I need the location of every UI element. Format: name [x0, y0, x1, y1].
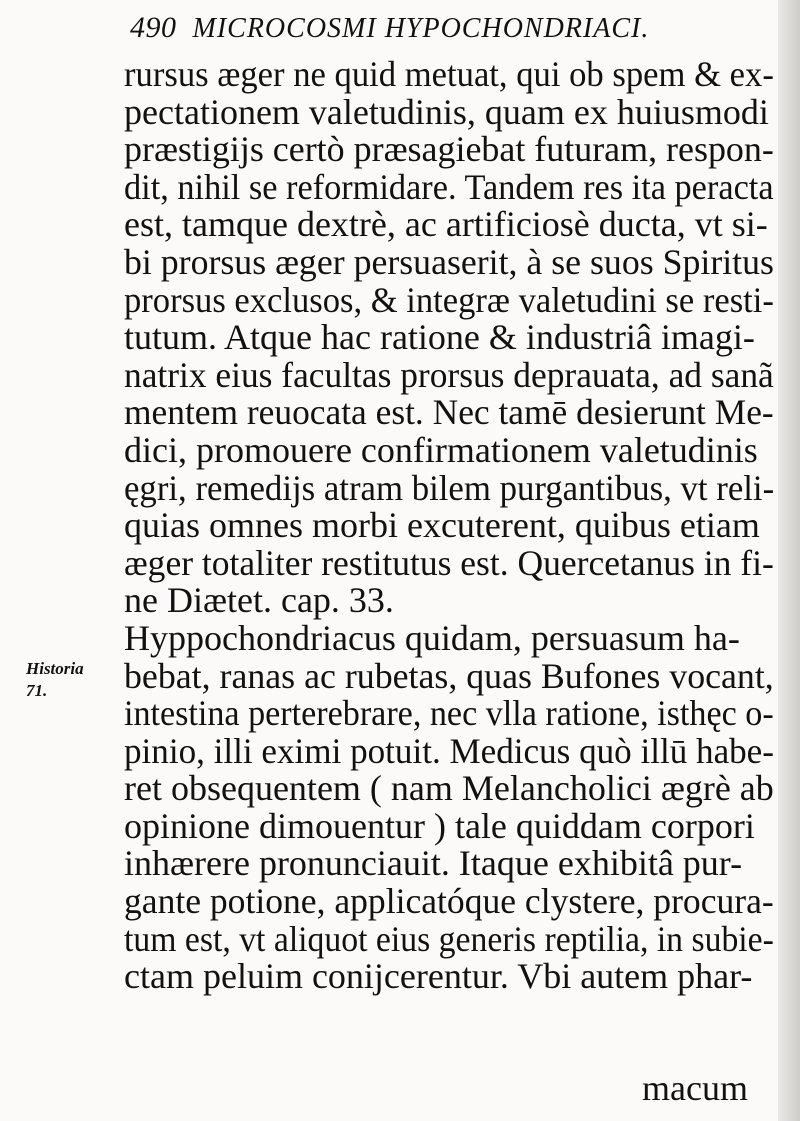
marginal-note-line: 71. — [26, 681, 48, 700]
text-line: pectationem valetudinis, quam ex huiusmodi — [124, 91, 769, 132]
text-line: opinione dimouentur ) tale quiddam corpori — [124, 805, 755, 846]
text-line: bi prorsus æger persuaserit, à se suos Spiritus — [124, 241, 774, 282]
body-text — [124, 56, 774, 996]
text-line: tutum. Atque hac ratione & industriâ imagi- — [124, 317, 755, 358]
text-line: æger totaliter restitutus est. Quercetanus in fi- — [124, 542, 774, 583]
text-line: rursus æger ne quid metuat, qui ob spem & ex- — [124, 54, 774, 94]
text-line: tum est, vt aliquot eius generis reptilia, in subie- — [124, 918, 774, 959]
page-number: 490 — [130, 11, 177, 44]
running-head — [130, 4, 730, 52]
text-line: ctam peluim conijcerentur. Vbi autem phar- — [124, 956, 753, 997]
marginal-note-line: Historia — [26, 659, 84, 678]
page-edge-shadow — [778, 0, 800, 1121]
text-line: gante potione, applicatóque clystere, procura- — [124, 881, 774, 922]
text-line: bebat, ranas ac rubetas, quas Bufones vocant, — [124, 655, 774, 696]
text-line: natrix eius facultas prorsus deprauata, ad sanã — [124, 354, 774, 395]
running-title: MICROCOSMI HYPOCHONDRIACI. — [192, 13, 650, 44]
text-line: inhærere pronunciauit. Itaque exhibitâ pur- — [124, 843, 743, 884]
text-line: intestina perterebrare, nec vlla ratione, isthęc o- — [124, 693, 774, 734]
text-line: pinio, illi eximi potuit. Medicus quò illū habe- — [124, 730, 774, 771]
text-line: dit, nihil se reformidare. Tandem res ita peracta — [124, 166, 774, 207]
text-line: ne Diætet. cap. 33. — [124, 580, 394, 621]
text-line: quias omnes morbi excuterent, quibus etiam — [124, 505, 760, 546]
text-line: dici, promouere confirmationem valetudinis — [124, 429, 758, 470]
marginal-note — [26, 658, 126, 702]
text-line: ęgri, remedijs atram bilem purgantibus, vt reli- — [124, 467, 775, 508]
text-line: est, tamque dextrè, ac artificiosè ducta, vt si- — [124, 204, 768, 245]
text-line: prorsus exclusos, & integræ valetudini se resti- — [124, 279, 774, 320]
text-line: ret obsequentem ( nam Melancholici ægrè ab — [124, 768, 774, 809]
catchword: macum — [642, 1068, 748, 1108]
text-line: præstigijs certò præsagiebat futuram, respon- — [124, 129, 774, 170]
text-line: Hyppochondriacus quidam, persuasum ha- — [124, 617, 740, 658]
text-line: mentem reuocata est. Nec tamē desierunt Me- — [124, 392, 774, 433]
